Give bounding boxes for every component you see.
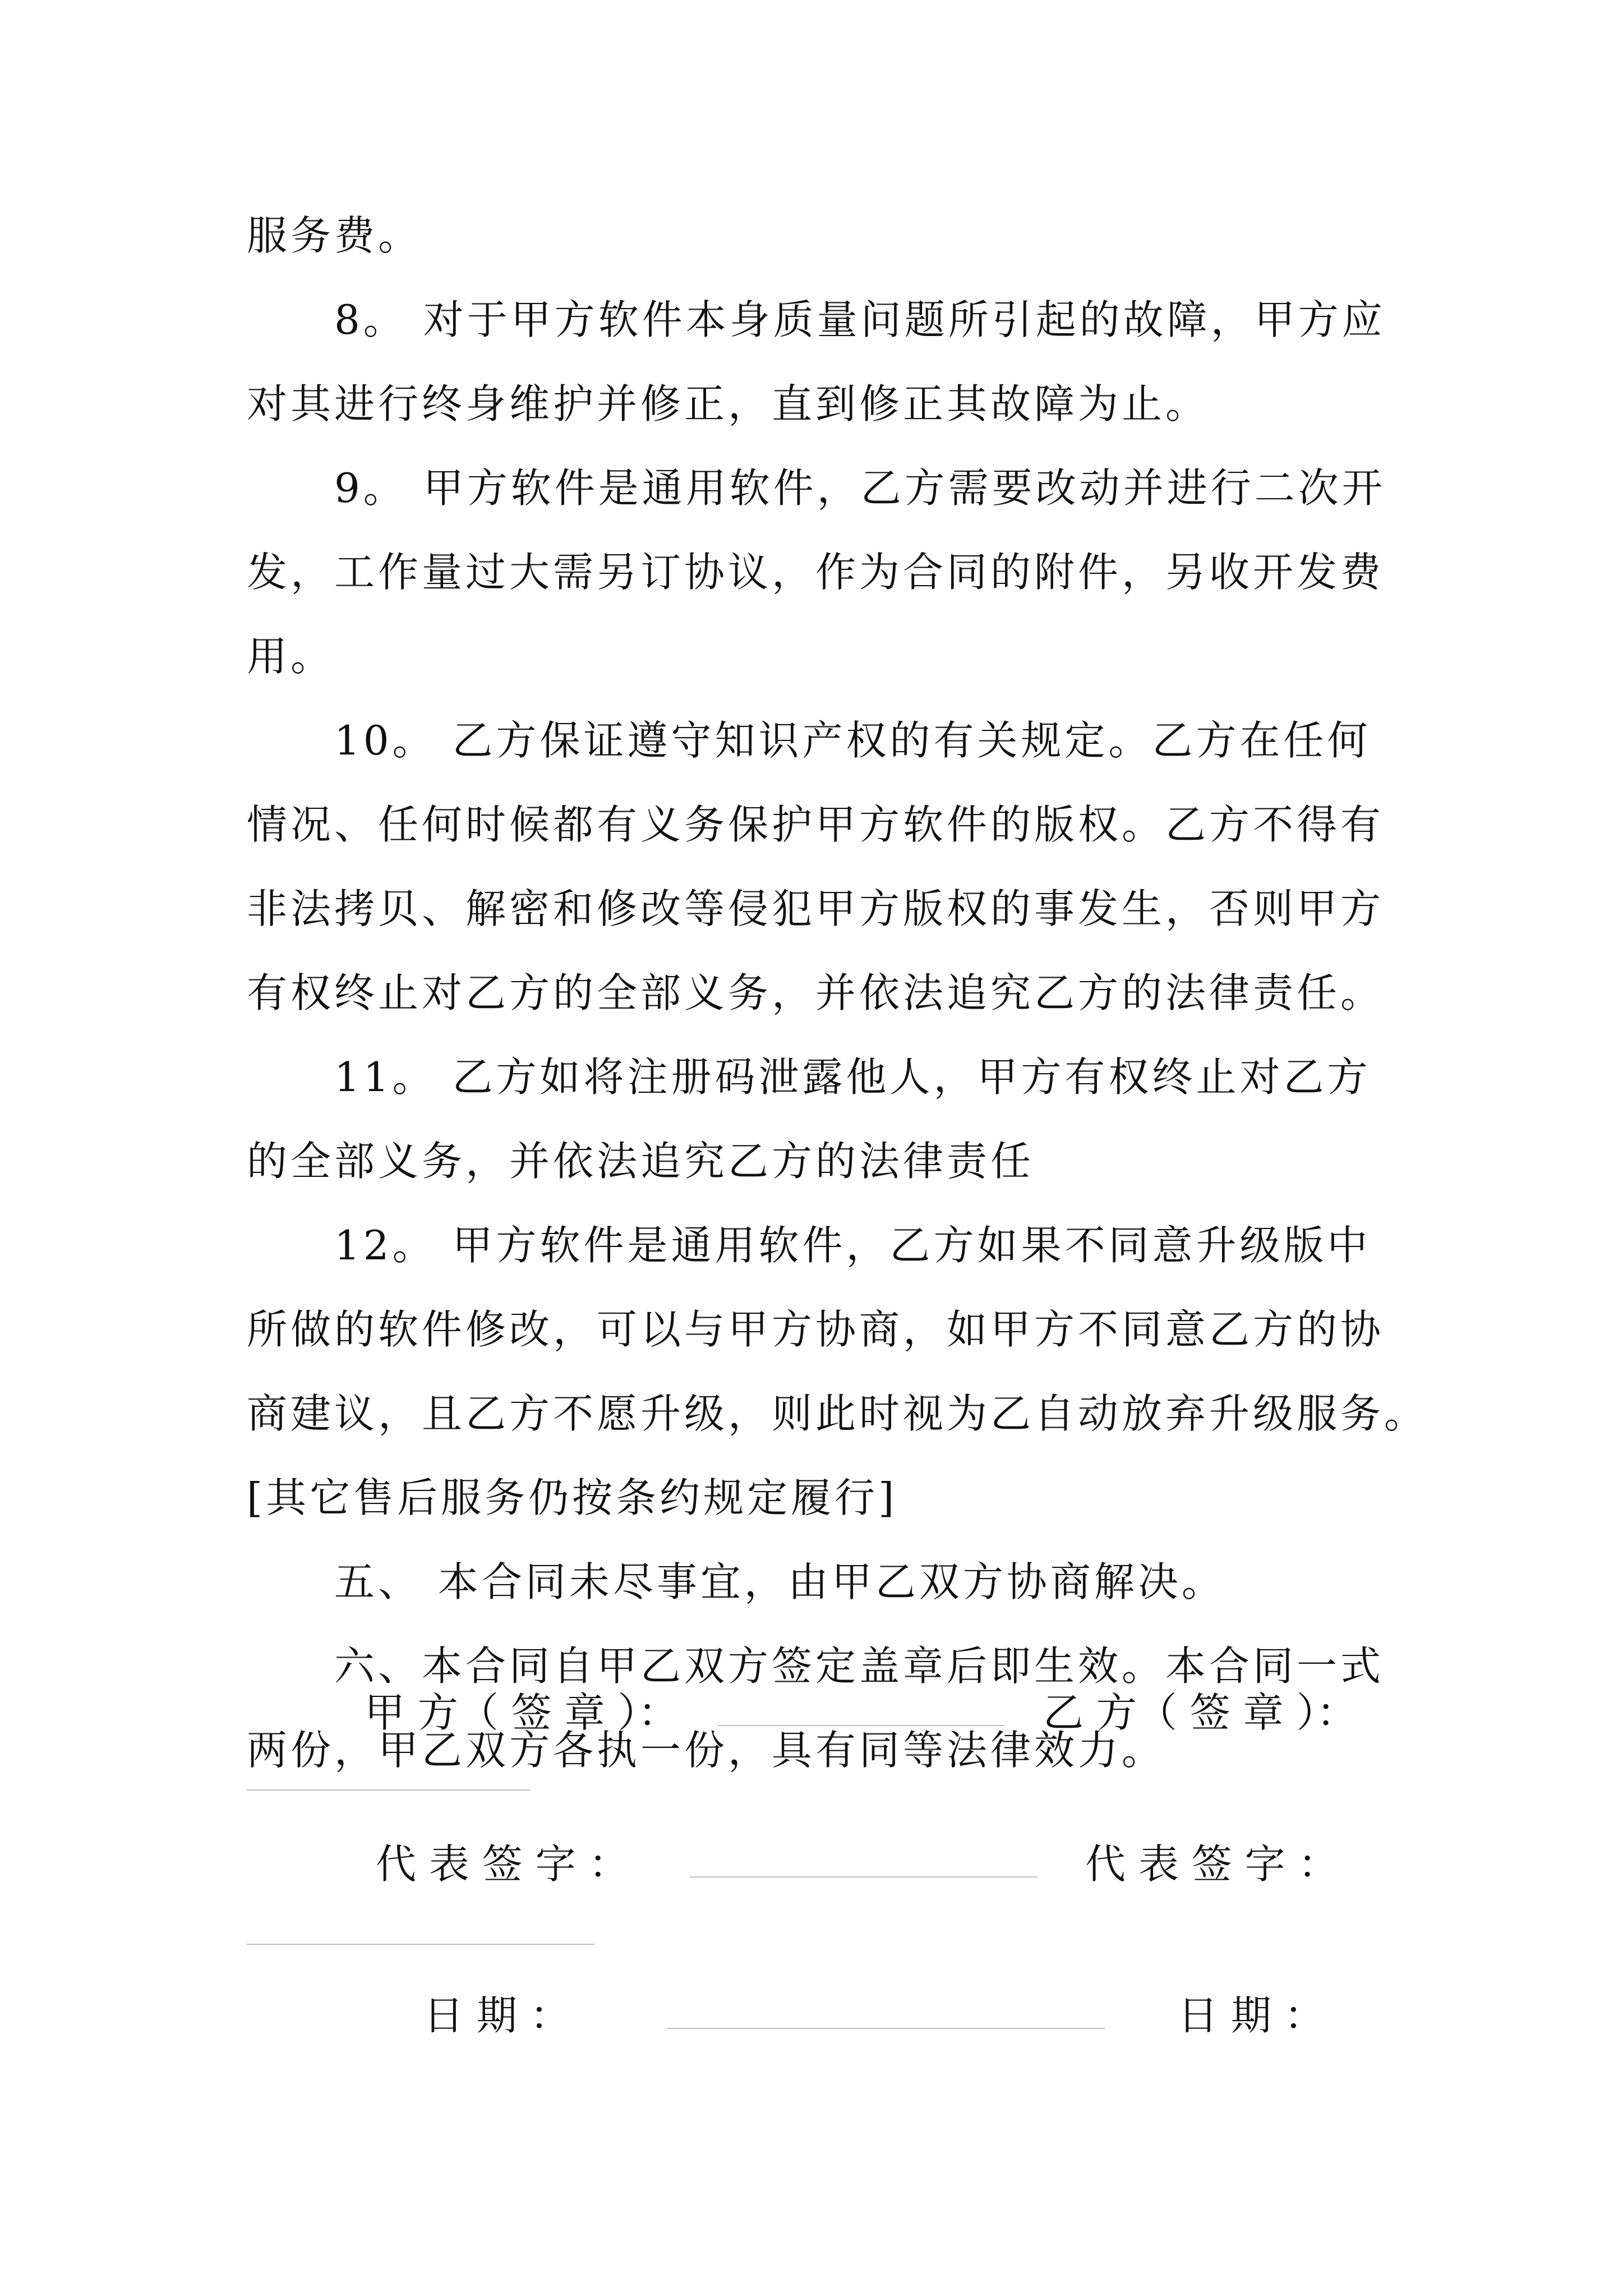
contract-body — [247, 194, 1428, 1792]
party-a-seal-label: 甲 方（ 签 章 ）： — [365, 1689, 679, 1736]
article-5: 五、 本合同未尽事宜，由甲乙双方协商解决。 — [334, 1558, 1225, 1605]
party-a-date-blank[interactable] — [667, 2028, 1105, 2029]
clause-12: 12。 甲方软件是通用软件，乙方如果不同意升级版中 — [334, 1222, 1371, 1269]
text-line: 所做的软件修改，可以与甲方协商，如甲方不同意乙方的协 — [247, 1306, 1385, 1353]
text-line: [其它售后服务仍按条约规定履行] — [247, 1474, 898, 1521]
party-b-seal-blank[interactable] — [247, 1789, 530, 1791]
clause-8: 8。 对于甲方软件本身质量问题所引起的故障，甲方应 — [334, 296, 1386, 343]
text-line: 有权终止对乙方的全部义务，并依法追究乙方的法律责任。 — [247, 969, 1385, 1016]
text-line: 商建议，且乙方不愿升级，则此时视为乙自动放弃升级服务。 — [247, 1390, 1428, 1437]
party-b-rep-blank[interactable] — [247, 1944, 594, 1945]
party-b-date-label: 日 期 ： — [1178, 1992, 1325, 2039]
clause-11: 11。 乙方如将注册码泄露他人，甲方有权终止对乙方 — [334, 1053, 1371, 1101]
text-line: 服务费。 — [247, 212, 422, 259]
text-line: 发，工作量过大需另订协议，作为合同的附件，另收开发费 — [247, 549, 1385, 596]
party-a-rep-label: 代 表 签 字 ： — [376, 1841, 629, 1888]
text-line: 两份，甲乙双方各执一份，具有同等法律效力。 — [247, 1727, 1166, 1774]
party-a-seal-blank[interactable] — [718, 1725, 1004, 1726]
text-line: 情况、任何时候都有义务保护甲方软件的版权。乙方不得有 — [247, 801, 1385, 848]
clause-10: 10。 乙方保证遵守知识产权的有关规定。乙方在任何 — [334, 717, 1371, 764]
text-line: 的全部义务，并依法追究乙方的法律责任 — [247, 1138, 1035, 1185]
party-a-date-label: 日 期 ： — [423, 1992, 570, 2039]
clause-9: 9。 甲方软件是通用软件，乙方需要改动并进行二次开 — [334, 464, 1386, 512]
text-line: 对其进行终身维护并修正，直到修正其故障为止。 — [247, 380, 1210, 427]
text-line: 非法拷贝、解密和修改等侵犯甲方版权的事发生，否则甲方 — [247, 885, 1385, 932]
article-6: 六、本合同自甲乙双方签定盖章后即生效。本合同一式 — [334, 1642, 1385, 1690]
party-b-seal-label: 乙 方（ 签 章 ）： — [1043, 1689, 1357, 1736]
text-line: 用。 — [247, 633, 335, 680]
party-b-rep-label: 代 表 签 字 ： — [1085, 1841, 1339, 1888]
party-a-rep-blank[interactable] — [690, 1876, 1038, 1878]
